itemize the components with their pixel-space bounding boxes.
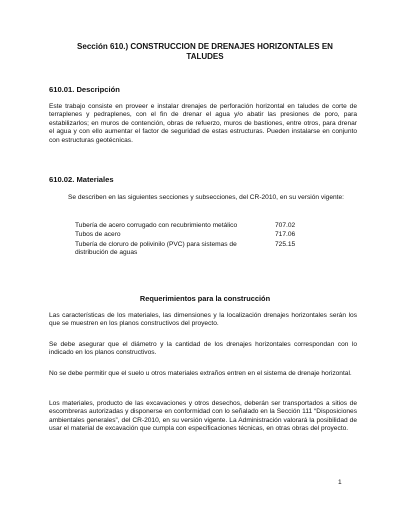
material-name: Tubería de cloruro de polivinilo (PVC) para sistemas de distribución de aguas [75,240,237,257]
material-row [75,241,315,258]
material-name: Tubería de acero corrugado con recubrimiento metálico [75,222,238,229]
material-code: 707.02 [275,222,296,229]
paragraph-requerimientos-1: Las características de los materiales, las dimensiones y la localización drenajes horizontales serán los que se muestren en los planos constructivos del proyecto. [49,312,357,328]
material-code: 725.15 [275,240,296,248]
paragraph-materiales-intro: Se describen en las siguientes secciones y subsecciones, del CR-2010, en su versión vigente: [68,194,344,201]
material-row [75,231,315,239]
paragraph-requerimientos-2: Se debe asegurar que el diámetro y la cantidad de los drenajes horizontales correspondan con lo indicado en los planos constructivos. [49,341,357,357]
heading-descripcion: 610.01. Descripción [49,85,120,94]
heading-materiales: 610.02. Materiales [49,175,114,184]
material-code: 717.06 [275,231,296,239]
paragraph-descripcion: Este trabajo consiste en proveer e instalar drenajes de perforación horizontal en taludes de corte de terraplenes y pedraplenes, con el fin de drenar el agua y/o abatir las presiones de poro, para estabilizarlos; en muros de contención, obras de refuerzo, muros de bastiones, entre otros, para drenar el agua y con ello aumentar el factor de seguridad de estas estructuras. Pueden instalarse en conjunto con estructuras geotécnicas. [49,103,357,144]
page-number: 1 [338,479,342,486]
paragraph-requerimientos-4: Los materiales, producto de las excavaciones y otros desechos, deberán ser transportados a sitios de escombreras autorizadas y disponerse en conformidad con lo señalado en la Sección 111 “Disposiciones ambientales generales”, del CR-2010, en su versión vigente. La Administración valorará la posibilidad de usar el material de excavación que cumpla con especificaciones técnicas, en otras obras del proyecto. [49,400,357,433]
paragraph-requerimientos-3: No se debe permitir que el suelo u otros materiales extraños entren en el sistema de drenaje horizontal. [49,370,352,377]
heading-requerimientos: Requerimientos para la construcción [139,294,271,303]
materials-table [75,222,315,259]
section-title: Sección 610.) CONSTRUCCION DE DRENAJES HORIZONTALES EN TALUDES [77,42,333,61]
material-name: Tubos de acero [75,231,121,239]
material-row [75,222,315,230]
